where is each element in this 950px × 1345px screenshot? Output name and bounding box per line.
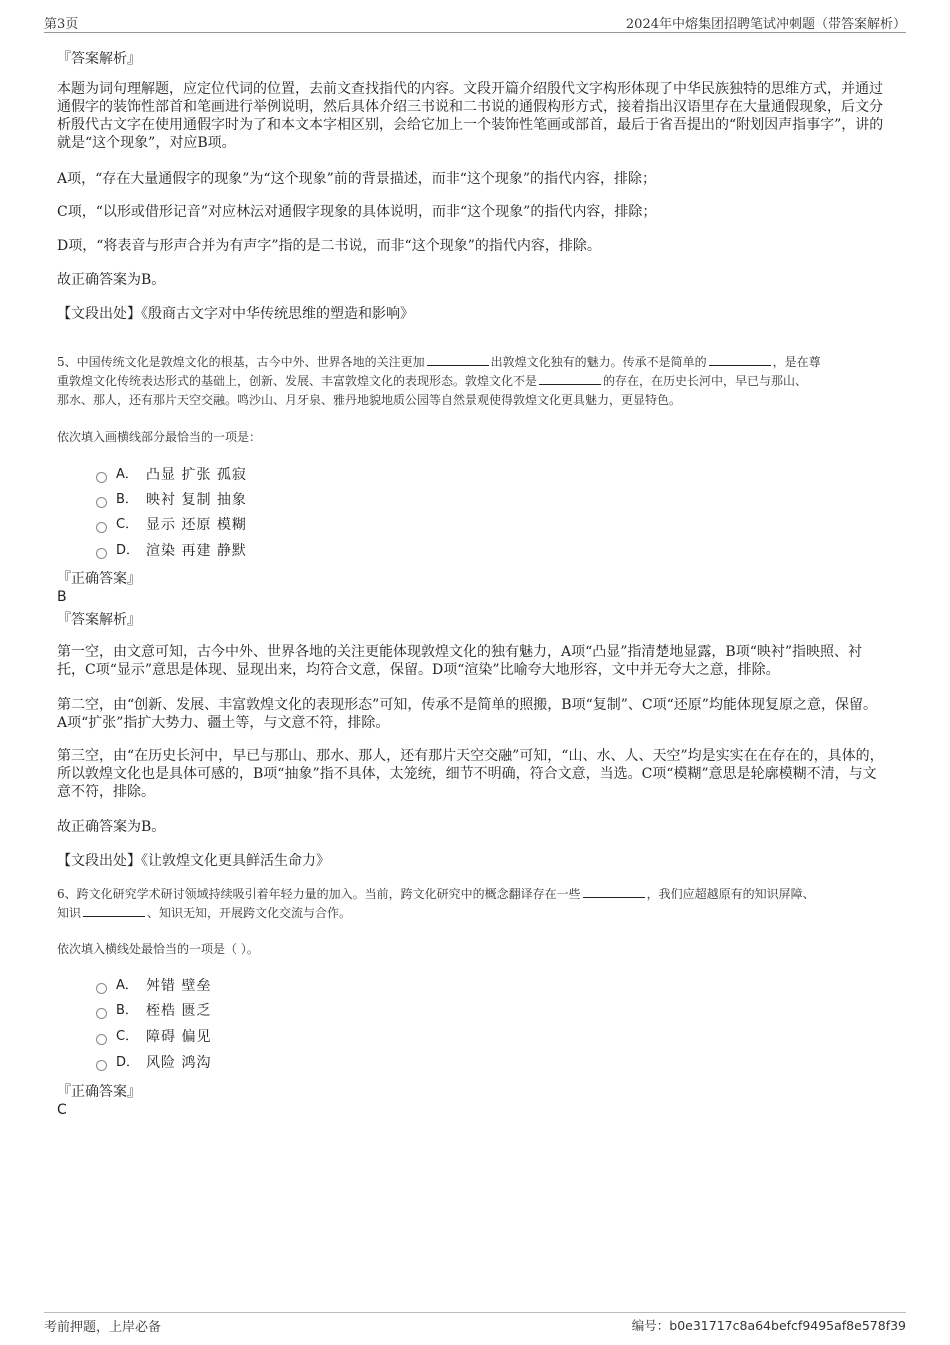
q5-stem-part: 出敦煌文化独有的魅力。传承不是简单的 bbox=[490, 355, 707, 369]
q6-blank-2 bbox=[83, 904, 145, 917]
q4-analysis-option-a: A项，“存在大量通假字的现象”为“这个现象”前的背景描述，而非“这个现象”的指代内容，排除； bbox=[57, 171, 657, 187]
radio-icon[interactable] bbox=[96, 472, 107, 483]
option-text: 风险 鸿沟 bbox=[146, 1055, 212, 1071]
radio-icon[interactable] bbox=[96, 522, 107, 533]
option-text: 显示 还原 模糊 bbox=[146, 517, 247, 533]
option-key: B． bbox=[116, 492, 138, 507]
option-key: A． bbox=[116, 978, 138, 993]
option-text: 渲染 再建 静默 bbox=[146, 543, 247, 559]
q6-stem-part: 知识 bbox=[57, 906, 82, 920]
q5-option-a[interactable] bbox=[96, 466, 247, 484]
option-key: D． bbox=[116, 543, 140, 558]
document-id: 编号：b0e31717c8a64befcf9495af8e578f39 bbox=[631, 1318, 906, 1333]
q5-blank-2 bbox=[709, 353, 771, 366]
q4-analysis-option-d: D项，“将表音与形声合并为有声字”指的是二书说，而非“这个现象”的指代内容，排除。 bbox=[57, 238, 601, 254]
q4-conclusion: 故正确答案为B。 bbox=[57, 272, 166, 288]
q5-answer-label: 『正确答案』 bbox=[57, 571, 141, 587]
q6-blank-1 bbox=[583, 885, 645, 898]
q5-stem bbox=[57, 353, 887, 410]
radio-icon[interactable] bbox=[96, 548, 107, 559]
q6-option-a[interactable] bbox=[96, 977, 211, 995]
option-text: 障碍 偏见 bbox=[146, 1029, 212, 1045]
q6-option-d[interactable] bbox=[96, 1054, 211, 1072]
radio-icon[interactable] bbox=[96, 1060, 107, 1071]
q5-stem-part: 5、中国传统文化是敦煌文化的根基，古今中外、世界各地的关注更加 bbox=[57, 355, 425, 369]
q6-stem-part: 6、跨文化研究学术研讨领域持续吸引着年轻力量的加入。当前，跨文化研究中的概念翻译存在一些 bbox=[57, 887, 581, 901]
q5-stem-part: 那水、那人，还有那片天空交融。鸣沙山、月牙泉、雅丹地貌地质公园等自然景观使得敦煌文化更具魅力，更显特色。 bbox=[57, 393, 682, 407]
option-text: 凸显 扩张 孤寂 bbox=[146, 467, 247, 483]
q4-analysis-option-c: C项，“以形或借形记音”对应林沄对通假字现象的具体说明，而非“这个现象”的指代内容，排除； bbox=[57, 204, 657, 220]
page-number: 第3页 bbox=[44, 17, 79, 32]
radio-icon[interactable] bbox=[96, 983, 107, 994]
radio-icon[interactable] bbox=[96, 497, 107, 508]
option-text: 桎梏 匮乏 bbox=[146, 1003, 212, 1019]
footer-slogan: 考前押题，上岸必备 bbox=[44, 1320, 162, 1335]
q5-prompt: 依次填入画横线部分最恰当的一项是： bbox=[57, 430, 262, 444]
radio-icon[interactable] bbox=[96, 1034, 107, 1045]
q5-analysis-label: 『答案解析』 bbox=[57, 612, 141, 628]
page-footer bbox=[44, 1312, 906, 1339]
option-key: B． bbox=[116, 1003, 138, 1018]
q4-source: 【文段出处】《殷商古文字对中华传统思维的塑造和影响》 bbox=[57, 306, 414, 322]
option-key: C． bbox=[116, 1029, 139, 1044]
q6-stem-part: ，我们应超越原有的知识屏障、 bbox=[646, 887, 815, 901]
q5-option-d[interactable] bbox=[96, 542, 247, 560]
q6-answer: C bbox=[57, 1102, 67, 1118]
q5-analysis-paragraph-2: 第二空，由“创新、发展、丰富敦煌文化的表现形态”可知，传承不是简单的照搬，B项“复制”、C项“还原”均能体现复原之意，保留。A项“扩张”指扩大势力、疆土等，与文意不符，排除。 bbox=[57, 697, 877, 731]
q6-answer-label: 『正确答案』 bbox=[57, 1084, 141, 1100]
document-title: 2024年中熔集团招聘笔试冲刺题（带答案解析） bbox=[625, 17, 906, 32]
option-text: 映衬 复制 抽象 bbox=[146, 492, 247, 508]
q5-option-c[interactable] bbox=[96, 516, 247, 534]
page-header bbox=[44, 10, 906, 33]
q6-option-b[interactable] bbox=[96, 1002, 211, 1020]
q4-analysis-label: 『答案解析』 bbox=[57, 51, 141, 67]
q5-stem-part: 的存在，在历史长河中，早已与那山、 bbox=[603, 374, 808, 388]
q5-option-b[interactable] bbox=[96, 491, 247, 509]
q5-blank-3 bbox=[539, 372, 601, 385]
option-key: C． bbox=[116, 517, 139, 532]
option-key: A． bbox=[116, 467, 138, 482]
q5-analysis-paragraph-3: 第三空，由“在历史长河中，早已与那山、那水、那人，还有那片天空交融”可知，“山、水、人、天空”均是实实在在存在的，具体的，所以敦煌文化也是具体可感的，B项“抽象”指不具体，太笼统，细节不明确，符合文意，当选。C项“模糊”意思是轮廓模糊不清，与文意不符，排除。 bbox=[57, 748, 884, 800]
q5-source: 【文段出处】《让敦煌文化更具鲜活生命力》 bbox=[57, 853, 330, 869]
option-text: 舛错 壁垒 bbox=[146, 978, 212, 994]
q5-stem-part: 重敦煌文化传统表达形式的基础上，创新、发展、丰富敦煌文化的表现形态。敦煌文化不是 bbox=[57, 374, 538, 388]
q6-stem bbox=[57, 885, 887, 923]
option-key: D． bbox=[116, 1055, 140, 1070]
q6-prompt: 依次填入横线处最恰当的一项是（ ）。 bbox=[57, 942, 259, 956]
q5-blank-1 bbox=[427, 353, 489, 366]
q5-analysis-paragraph-1: 第一空，由文意可知，古今中外、世界各地的关注更能体现敦煌文化的独有魅力，A项“凸显”指清楚地显露，B项“映衬”指映照、衬托，C项“显示”意思是体现、显现出来，均符合文意，保留。D项“渲染”比喻夸大地形容，文中并无夸大之意，排除。 bbox=[57, 644, 863, 678]
q5-stem-part: ，是在尊 bbox=[772, 355, 821, 369]
q5-conclusion: 故正确答案为B。 bbox=[57, 819, 166, 835]
q6-stem-part: 、知识无知，开展跨文化交流与合作。 bbox=[147, 906, 352, 920]
radio-icon[interactable] bbox=[96, 1008, 107, 1019]
q4-analysis-paragraph: 本题为词句理解题，应定位代词的位置，去前文查找指代的内容。文段开篇介绍殷代文字构形体现了中华民族独特的思维方式，并通过通假字的装饰性部首和笔画进行举例说明，然后具体介绍三书说和二书说的通假构形方式，接着指出汉语里存在大量通假现象，后文分析殷代古文字在使用通假字时为了和本文本字相区别，会给它加上一个装饰性笔画或部首，最后于省吾提出的“附划因声指事字”，讲的就是“这个现象”，对应B项。 bbox=[57, 81, 884, 151]
q6-option-c[interactable] bbox=[96, 1028, 211, 1046]
q5-answer: B bbox=[57, 589, 67, 605]
